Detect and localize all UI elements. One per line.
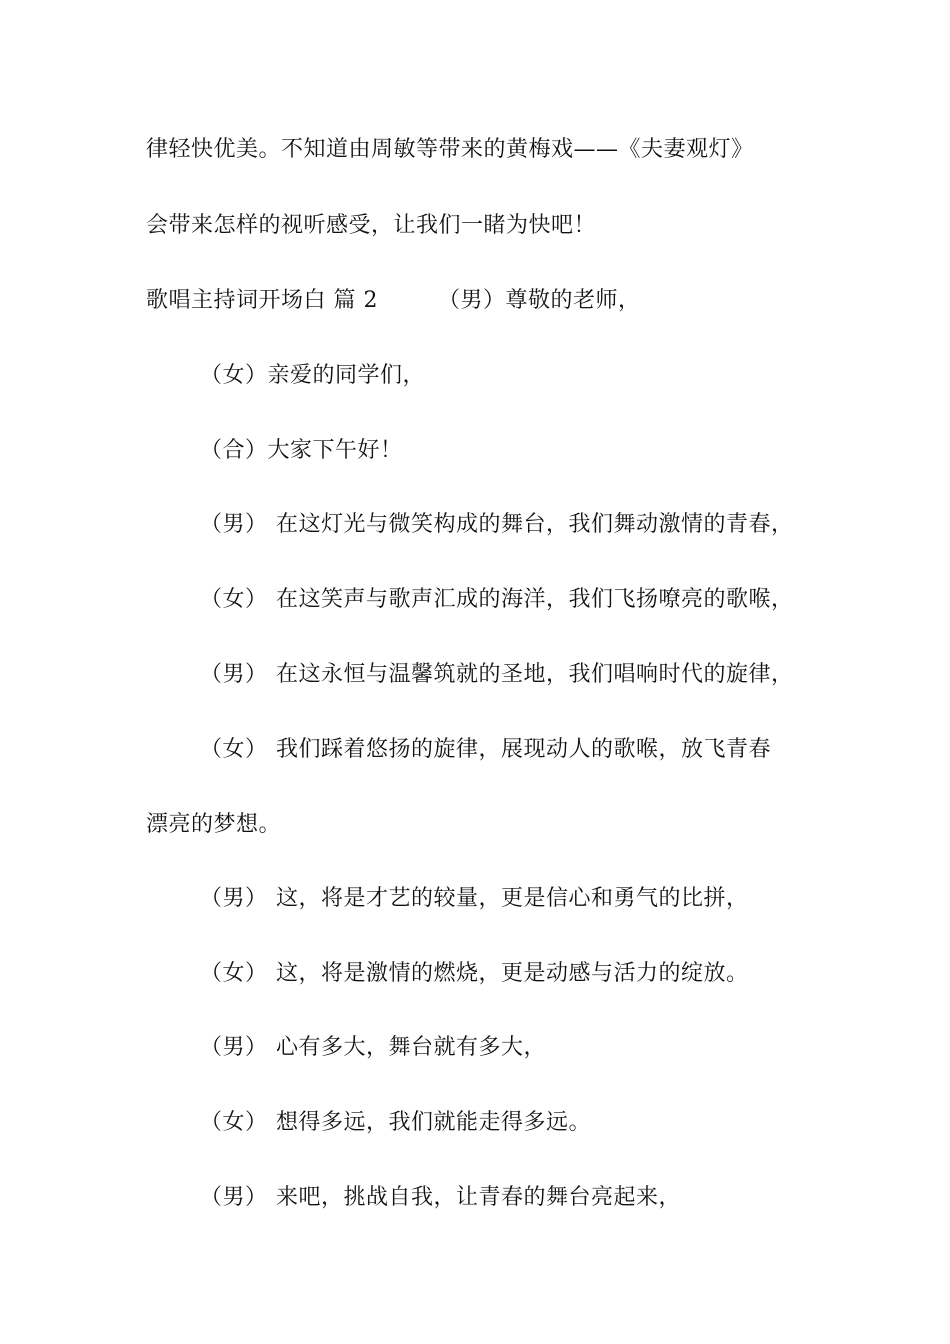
speaker-label: （男） — [200, 662, 268, 687]
dialogue-text: 亲爱的同学们， — [267, 363, 426, 388]
section-heading-line — [146, 286, 641, 316]
dialogue-text: 这，将是激情的燃烧，更是动感与活力的绽放。 — [276, 961, 749, 986]
dialogue-line — [200, 735, 771, 765]
speaker-label: （女） — [200, 1110, 268, 1135]
dialogue-line — [200, 510, 794, 540]
dialogue-text: 这，将是才艺的较量，更是信心和勇气的比拼， — [276, 886, 749, 911]
dialogue-line — [200, 1033, 546, 1063]
speaker-label: （男） — [200, 1185, 268, 1210]
dialogue-line — [200, 660, 794, 690]
dialogue-line — [200, 1108, 591, 1138]
speaker-label: （女） — [200, 587, 268, 612]
dialogue-text: 我们踩着悠扬的旋律，展现动人的歌喉，放飞青春 — [276, 737, 772, 762]
dialogue-text: （男）尊敬的老师， — [437, 288, 641, 313]
speaker-label: （男） — [200, 886, 268, 911]
speaker-label: （女） — [200, 737, 268, 762]
dialogue-text: 大家下午好！ — [267, 438, 403, 463]
speaker-label: （男） — [200, 512, 268, 537]
dialogue-text: 在这永恒与温馨筑就的圣地，我们唱响时代的旋律， — [276, 662, 794, 687]
dialogue-line — [200, 436, 403, 466]
dialogue-text: 想得多远，我们就能走得多远。 — [276, 1110, 592, 1135]
dialogue-line — [200, 1183, 681, 1213]
dialogue-continuation: 漂亮的梦想。 — [146, 812, 282, 837]
dialogue-text: 来吧，挑战自我，让青春的舞台亮起来， — [276, 1185, 682, 1210]
speaker-label: （男） — [200, 1035, 268, 1060]
speaker-label: （合） — [200, 438, 268, 463]
dialogue-text: 在这灯光与微笑构成的舞台，我们舞动激情的青春， — [276, 512, 794, 537]
speaker-label: （女） — [200, 363, 268, 388]
paragraph-line: 律轻快优美。不知道由周敏等带来的黄梅戏——《夫妻观灯》 — [146, 137, 754, 162]
dialogue-line — [200, 361, 425, 391]
dialogue-text: 心有多大，舞台就有多大， — [276, 1035, 547, 1060]
section-heading: 歌唱主持词开场白 篇 2 — [146, 288, 378, 313]
speaker-label: （女） — [200, 961, 268, 986]
dialogue-line — [200, 585, 794, 615]
paragraph-line: 会带来怎样的视听感受，让我们一睹为快吧！ — [146, 213, 597, 238]
dialogue-line — [200, 959, 749, 989]
dialogue-text: 在这笑声与歌声汇成的海洋，我们飞扬嘹亮的歌喉， — [276, 587, 794, 612]
dialogue-line — [200, 884, 749, 914]
